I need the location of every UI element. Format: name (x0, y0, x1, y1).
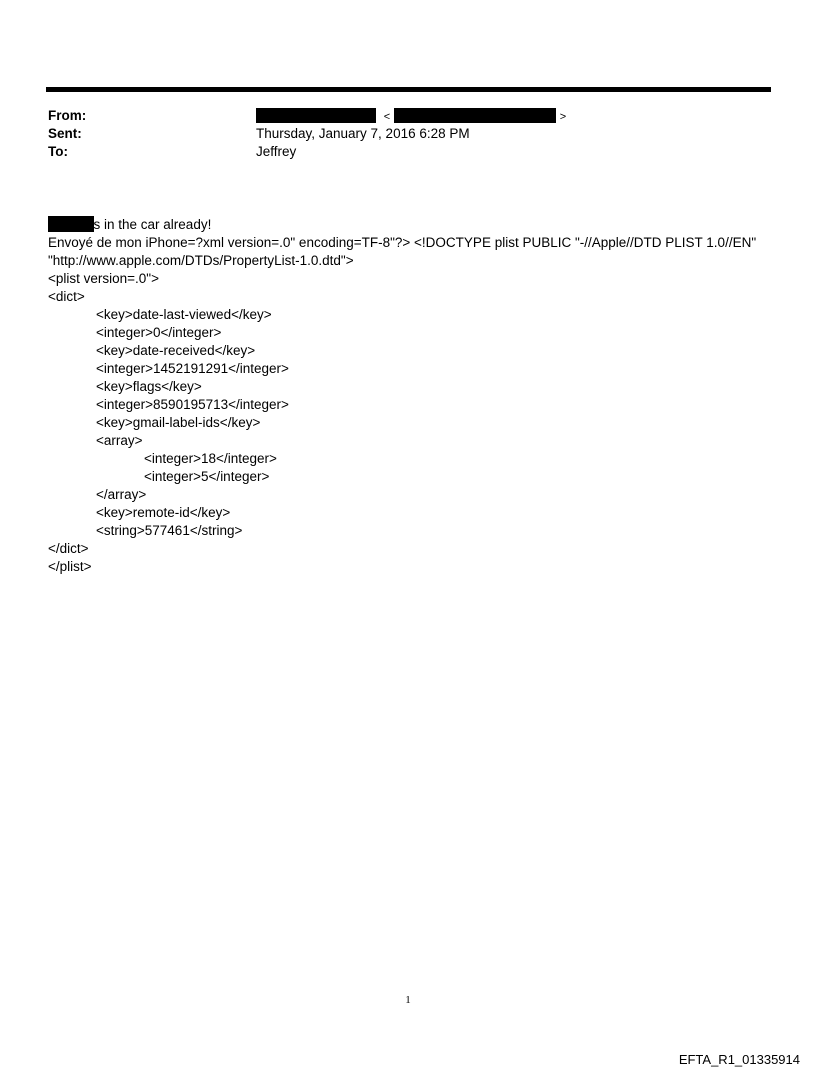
body-line: "http://www.apple.com/DTDs/PropertyList-1.0.dtd"> (48, 253, 354, 268)
body-line: <integer>8590195713</integer> (96, 397, 289, 412)
body-line: <key>flags</key> (96, 379, 202, 394)
to-value: Jeffrey (256, 144, 297, 159)
body-line: <string>577461</string> (96, 523, 243, 538)
body-line: <dict> (48, 289, 85, 304)
body-line: <key>date-last-viewed</key> (96, 307, 272, 322)
body-line: <key>date-received</key> (96, 343, 256, 358)
redaction-sender-email (394, 108, 556, 123)
body-line: <key>remote-id</key> (96, 505, 231, 520)
body-line: <plist version=.0"> (48, 271, 159, 286)
from-open-bracket: < (383, 111, 391, 123)
header-rule (46, 87, 771, 92)
body-line: Envoyé de mon iPhone=?xml version=.0" encoding=TF-8"?> <!DOCTYPE plist PUBLIC "-//Apple//DTD PLIST 1.0//EN" (48, 235, 757, 250)
redaction-body-name (48, 216, 94, 232)
message-first-line-text: s in the car already! (93, 217, 212, 232)
body-line: <integer>1452191291</integer> (96, 361, 289, 376)
from-close-bracket: > (559, 111, 567, 123)
bates-number: EFTA_R1_01335914 (678, 1052, 800, 1067)
body-line: </array> (96, 487, 147, 502)
from-label: From: (48, 108, 87, 123)
message-first-line (40, 198, 211, 234)
body-line: <array> (96, 433, 143, 448)
to-label: To: (48, 144, 68, 159)
body-line: <integer>0</integer> (96, 325, 222, 340)
body-line: <integer>18</integer> (144, 451, 277, 466)
from-value (256, 107, 566, 126)
sent-label: Sent: (48, 126, 82, 141)
body-line: </dict> (48, 541, 89, 556)
redaction-sender-name (256, 108, 376, 123)
body-line: <integer>5</integer> (144, 469, 270, 484)
body-line: <key>gmail-label-ids</key> (96, 415, 261, 430)
body-line: </plist> (48, 559, 92, 574)
sent-value: Thursday, January 7, 2016 6:28 PM (256, 126, 470, 141)
page-number: 1 (405, 994, 411, 1006)
